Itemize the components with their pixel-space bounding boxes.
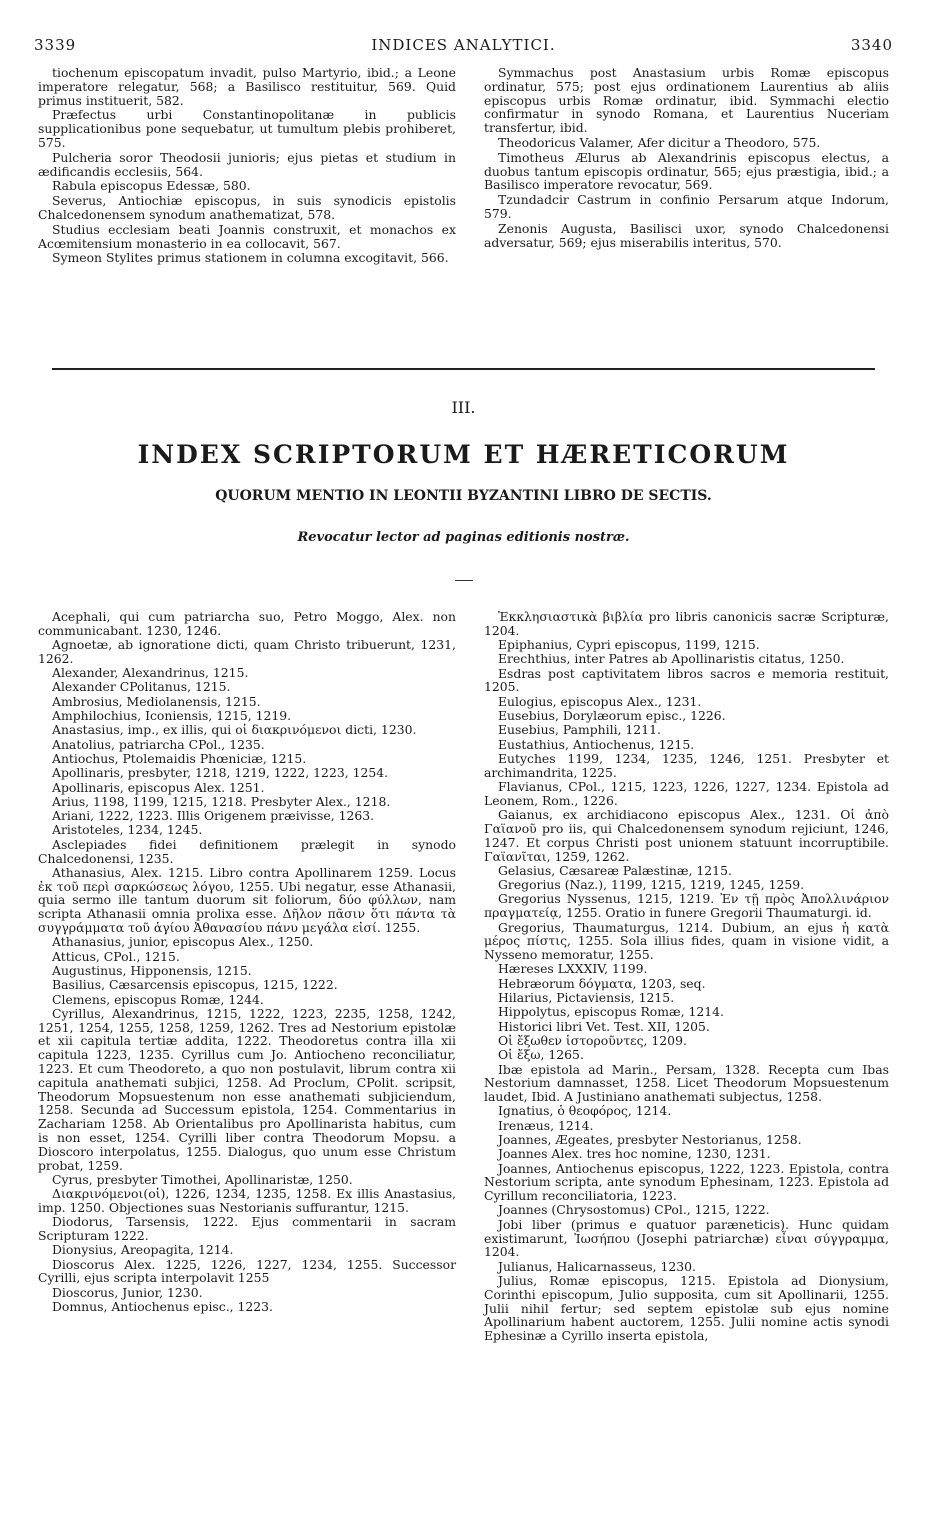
index-entry: Eusebius, Pamphili, 1211. (498, 722, 661, 738)
index-entry: Joannes, Antiochenus episcopus, 1222, 1223. Epistola, contra Nestorium scripta, ante synodum Ephesinam, 1223. Epistola ad Cyrillum reconciliatoria, 1223. (484, 1160, 889, 1204)
index-entry: Ibæ epistola ad Marin., Persam, 1328. Recepta cum Ibas Nestorium damnasset, 1258. Licet Theodorum Mopsuestenum laudet, Ibid. A Justiniano anathemati subjectus, 1258. (484, 1061, 889, 1105)
index-entry: Eulogius, episcopus Alex., 1231. (498, 693, 702, 709)
index-entry: Arius, 1198, 1199, 1215, 1218. Presbyter Alex., 1218. (52, 793, 391, 809)
index-entry: Alexander, Alexandrinus, 1215. (52, 665, 249, 681)
index-entry: Cyrus, presbyter Timothei, Apollinaristæ, 1250. (52, 1171, 353, 1187)
index-entry: Tzundadcir Castrum in confinio Persarum atque Indorum, 579. (484, 192, 889, 221)
index-entry: Gregorius Nyssenus, 1215, 1219. Ἐν τῇ πρὸς Ἀπολλινάριον πραγματείᾳ, 1255. Oratio in funere Gregorii Thaumaturgi. id. (484, 891, 889, 921)
index-entry: Flavianus, CPol., 1215, 1223, 1226, 1227, 1234. Epistola ad Leonem, Rom., 1226. (484, 779, 889, 808)
index-entry: Ἐκκλησιαστικὰ βιβλία pro libris canonicis sacræ Scripturæ, 1204. (484, 609, 889, 638)
index-entry: Anatolius, patriarcha CPol., 1235. (52, 736, 265, 752)
index-entry: Διακρινόμενοι(οἱ), 1226, 1234, 1235, 1258. Ex illis Anastasius, imp. 1250. Objectiones suas Nestorianis suffurantur, 1215. (38, 1186, 456, 1215)
index-entry: Zenonis Augusta, Basilisci uxor, synodo Chalcedonensi adversatur, 569; ejus miserabilis interitus, 570. (484, 220, 889, 250)
section-number: III. (451, 398, 476, 417)
index-entry: Rabula episcopus Edessæ, 580. (52, 178, 251, 194)
index-entry: Hæreses LXXXIV, 1199. (498, 961, 648, 977)
right-page-number: 3340 (850, 36, 893, 54)
index-entry: Julius, Romæ episcopus, 1215. Epistola ad Dionysium, Corinthi episcopum, Julio supposita, cum sit Apollinarii, 1255. Julii nihil fertur; sed septem epistolæ sub ejus nomine Apollinarium habent auctorem, 1255. Julii nomine actis synodi Ephesinæ a Cyrillo inserta epistola, (484, 1272, 889, 1344)
index-entry: Apollinaris, presbyter, 1218, 1219, 1222, 1223, 1254. (52, 765, 389, 781)
index-entry: Amphilochius, Iconiensis, 1215, 1219. (52, 708, 292, 724)
index-entry: Irenæus, 1214. (498, 1117, 594, 1133)
index-entry: Studius ecclesiam beati Joannis construxit, et monachos ex Acœmitensium monasterio in ea collocavit, 567. (38, 221, 456, 251)
index-entry: tiochenum episcopatum invadit, pulso Martyrio, ibid.; a Leone imperatore relegatur, 568; a Basilisco restituitur, 569. Quid primus instituerit, 582. (38, 65, 456, 108)
index-left-column (38, 610, 456, 1314)
index-entry: Cyrillus, Alexandrinus, 1215, 1222, 1223, 2235, 1258, 1242, 1251, 1254, 1255, 1258, 1259, 1262. Tres ad Nestorium epistolæ et xii capitula tertiæ addita, 1222. Theodoretus contra illa xii capitula 1223, 1235. Cyrillus cum Jo. Antiocheno reconciliatur, 1223. Et cum Theodoreto, a quo non postulavit, librum contra xii capitula anathemati subjici, 1258. Ad Proclum, CPolit. scripsit, Theodorum Mopsuestenum non esse anathemati subjiciendum, 1258. Secunda ad Successum epistola, 1254. Commentarius in Zachariam 1258. Ab Orientalibus pro Apollinarista habitus, cum is non esset, 1254. Cyrilli liber contra Theodorum Mopsu. a Dioscoro interpolatus, 1255. Dialogus, quo unum esse Christum probat, 1259. (38, 1005, 456, 1173)
index-entry: Aristoteles, 1234, 1245. (52, 822, 203, 838)
running-title: INDICES ANALYTICI. (371, 36, 556, 54)
index-entry: Alexander CPolitanus, 1215. (52, 679, 231, 695)
index-entry: Hippolytus, episcopus Romæ, 1214. (498, 1004, 724, 1020)
index-entry: Eutyches 1199, 1234, 1235, 1246, 1251. Presbyter et archimandrita, 1225. (484, 750, 889, 780)
index-entry: Joannes Alex. tres hoc nomine, 1230, 1231. (498, 1146, 771, 1162)
index-entry: Οἱ ἔξωθεν ἱστοροῦντες, 1209. (498, 1032, 687, 1048)
index-entry: Basilius, Cæsarcensis episcopus, 1215, 1222. (52, 977, 338, 993)
index-entry: Severus, Antiochiæ episcopus, in suis synodicis epistolis Chalcedonensem synodum anathematizat, 578. (38, 193, 456, 222)
top-left-index-column (38, 66, 456, 266)
index-entry: Timotheus Ælurus ab Alexandrinis episcopus electus, a duobus tantum episcopis ordinatur, 565; ejus præstigia, ibid.; a Basilisco imperatore revocatur, 569. (484, 149, 889, 193)
index-entry: Gaianus, ex archidiacono episcopus Alex., 1231. Οἱ ἀπὸ Γαϊανοῦ pro iis, qui Chalcedonensem synodum rejiciunt, 1246, 1247. Et corpus Christi post unionem statuunt incorruptibile. Γαϊανῖται, 1259, 1262. (484, 807, 889, 864)
index-entry: Erechthius, inter Patres ab Apollinaristis citatus, 1250. (498, 651, 845, 667)
index-entry: Athanasius, junior, episcopus Alex., 1250. (52, 934, 314, 950)
index-entry: Dioscorus, Junior, 1230. (52, 1284, 203, 1300)
index-entry: Anastasius, imp., ex illis, qui οἱ διακρινόμενοι dicti, 1230. (52, 722, 417, 738)
index-entry: Ariani, 1222, 1223. Illis Origenem præivisse, 1263. (52, 808, 375, 824)
index-entry: Hebræorum δόγματα, 1203, seq. (498, 975, 706, 991)
index-entry: Augustinus, Hipponensis, 1215. (52, 962, 252, 978)
index-entry: Domnus, Antiochenus episc., 1223. (52, 1299, 273, 1315)
index-entry: Οἱ ἔξω, 1265. (498, 1047, 584, 1063)
index-entry: Epiphanius, Cypri episcopus, 1199, 1215. (498, 637, 760, 653)
top-right-index-column (484, 66, 889, 250)
section-title: INDEX SCRIPTORUM ET HÆRETICORUM (137, 440, 790, 469)
index-entry: Apollinaris, episcopus Alex. 1251. (52, 779, 265, 795)
index-entry: Præfectus urbi Constantinopolitanæ in publicis supplicationibus pone sequebatur, ut tumultum plebis prohiberet, 575. (38, 107, 456, 150)
index-entry: Joannes, Ægeates, presbyter Nestorianus, 1258. (498, 1131, 802, 1147)
index-entry: Symeon Stylites primus stationem in columna excogitavit, 566. (52, 250, 449, 266)
index-entry: Antiochus, Ptolemaidis Phœniciæ, 1215. (52, 750, 307, 766)
index-entry: Symmachus post Anastasium urbis Romæ episcopus ordinatur, 575; post ejus ordinationem Laurentius ab aliis episcopus urbis Romæ ordinatur, ibid. Symmachi electio confirmatur in synodo Romana, et Laurentius Nuceriam transfertur, ibid. (484, 65, 889, 136)
section-subtitle: QUORUM MENTIO IN LEONTII BYZANTINI LIBRO DE SECTIS. (215, 488, 712, 504)
running-header (34, 36, 893, 56)
index-entry: Hilarius, Pictaviensis, 1215. (498, 990, 675, 1006)
index-right-column (484, 610, 889, 1343)
left-page-number: 3339 (34, 36, 77, 54)
index-entry: Gregorius, Thaumaturgus, 1214. Dubium, an ejus ἡ κατὰ μέρος πίστις, 1255. Sola illius fides, quam in visione vidit, a Nysseno memoratur, 1255. (484, 919, 889, 963)
index-entry: Asclepiades fidei definitionem prælegit in synodo Chalcedonensi, 1235. (38, 836, 456, 866)
index-entry: Joannes (Chrysostomus) CPol., 1215, 1222. (498, 1202, 770, 1218)
index-entry: Ambrosius, Mediolanensis, 1215. (52, 693, 261, 709)
index-entry: Ignatius, ὁ θεοφόρος, 1214. (498, 1103, 672, 1119)
section-note: Revocatur lector ad paginas editionis nostræ. (297, 530, 630, 545)
index-entry: Dionysius, Areopagita, 1214. (52, 1242, 234, 1258)
index-entry: Eustathius, Antiochenus, 1215. (498, 736, 695, 752)
index-entry: Esdras post captivitatem libros sacros e memoria restituit, 1205. (484, 665, 889, 695)
index-entry: Atticus, CPol., 1215. (52, 948, 180, 964)
index-entry: Pulcheria soror Theodosii junioris; ejus pietas et studium in ædificandis ecclesiis, 564. (38, 149, 456, 179)
index-entry: Clemens, episcopus Romæ, 1244. (52, 991, 264, 1007)
index-entry: Gregorius (Naz.), 1199, 1215, 1219, 1245, 1259. (498, 877, 805, 893)
index-entry: Diodorus, Tarsensis, 1222. Ejus commentarii in sacram Scripturam 1222. (38, 1214, 456, 1244)
index-entry: Jobi liber (primus e quatuor paræneticis). Hunc quidam existimarunt, Ἰωσήπου (Josephi patriarchæ) εἶναι σύγγραμμα, 1204. (484, 1216, 889, 1260)
index-entry: Athanasius, Alex. 1215. Libro contra Apollinarem 1259. Locus ἐκ τοῦ περὶ σαρκώσεως λόγου, 1255. Ubi negatur, esse Athanasii, quia sermo ille tantum duorum sit foliorum, δύο φύλλων, nam scripta Athanasii omnia prolixa esse. Δῆλον πᾶσιν ὅτι πάντα τὰ συγγράμματα τοῦ ἁγίου Ἀθανασίου πάνυ μεγάλα εἰσί. 1255. (38, 864, 456, 936)
short-dash-divider (455, 580, 473, 581)
index-entry: Julianus, Halicarnasseus, 1230. (498, 1258, 696, 1274)
index-entry: Agnoetæ, ab ignoratione dicti, quam Christo tribuerunt, 1231, 1262. (38, 637, 456, 666)
index-entry: Historici libri Vet. Test. XII, 1205. (498, 1018, 710, 1034)
section-divider-rule (52, 368, 875, 370)
index-entry: Theodoricus Valamer, Afer dicitur a Theodoro, 575. (498, 134, 821, 150)
index-entry: Eusebius, Dorylæorum episc., 1226. (498, 708, 726, 724)
index-entry: Acephali, qui cum patriarcha suo, Petro Moggo, Alex. non communicabant. 1230, 1246. (38, 609, 456, 638)
index-entry: Gelasius, Cæsareæ Palæstinæ, 1215. (498, 862, 732, 878)
index-entry: Dioscorus Alex. 1225, 1226, 1227, 1234, 1255. Successor Cyrilli, ejus scripta interpolavit 1255 (38, 1256, 456, 1286)
